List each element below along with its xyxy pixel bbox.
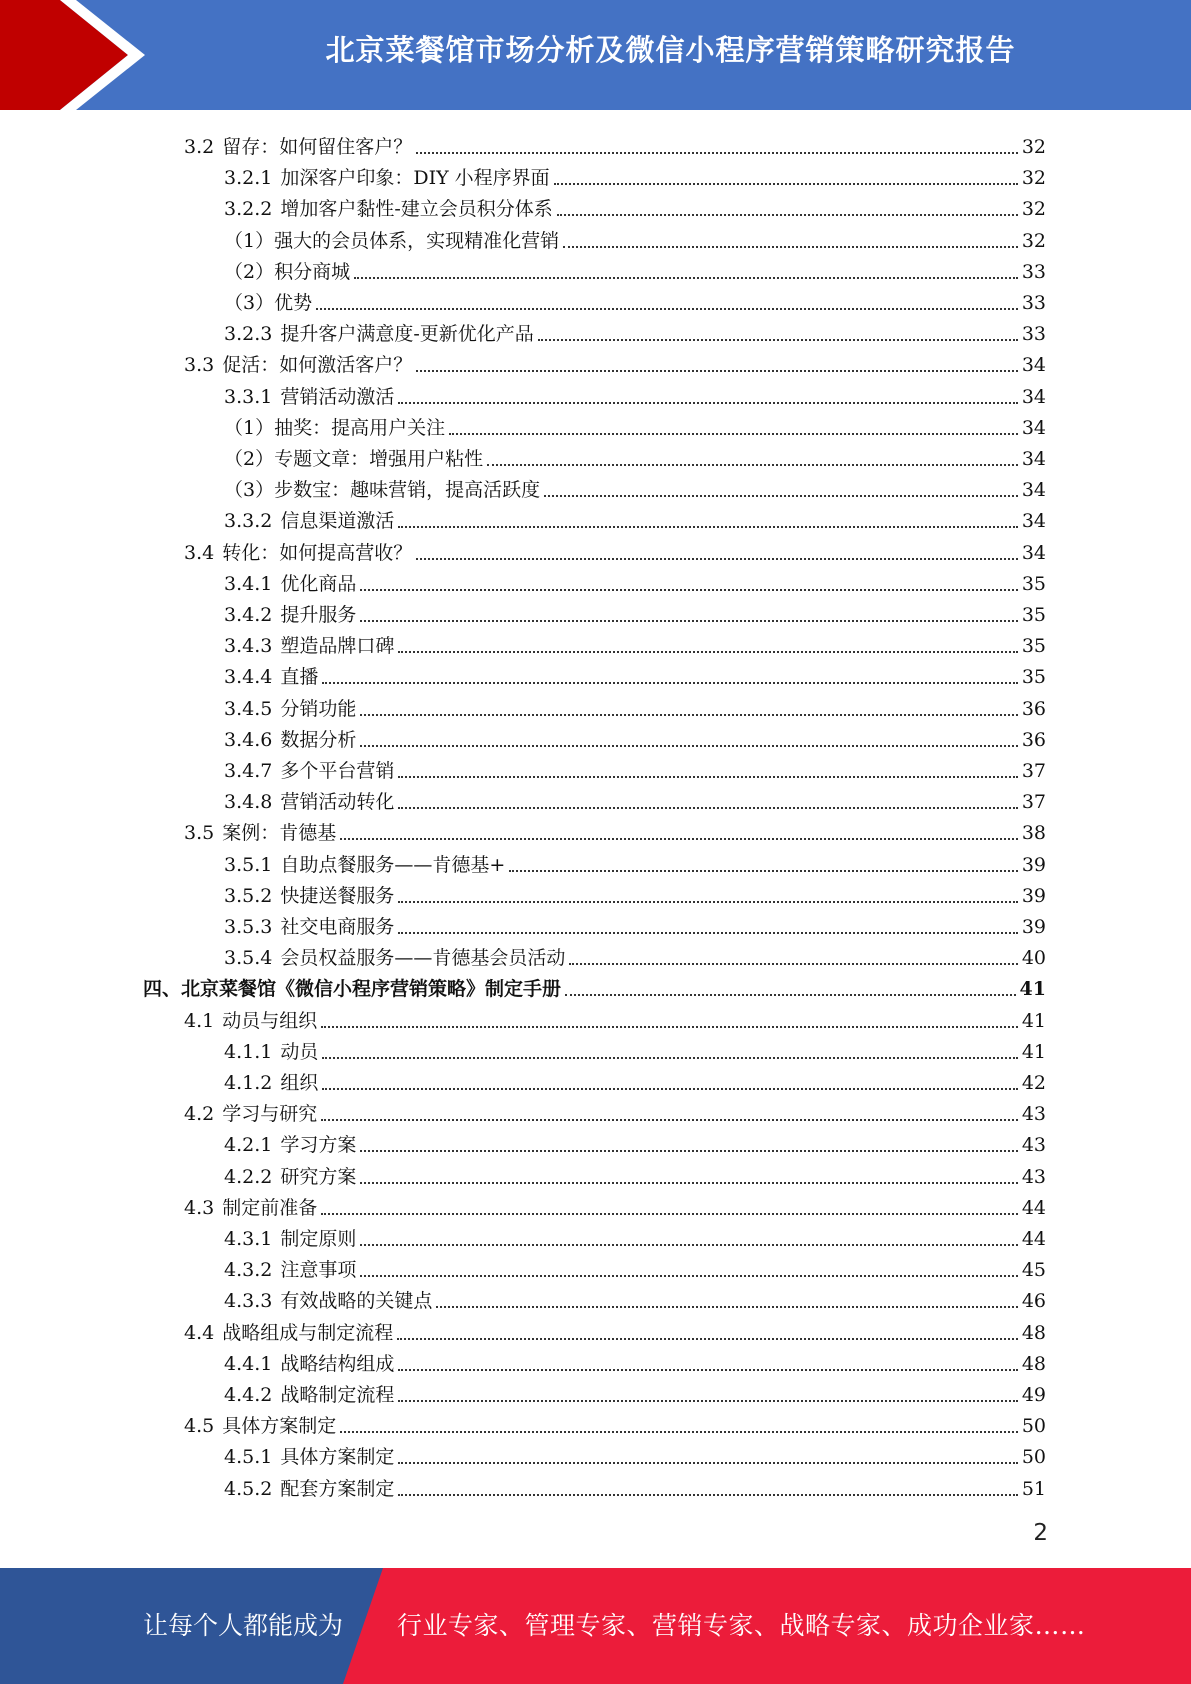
toc-entry-number: （2） [224,260,275,283]
toc-leader-dots [416,557,1018,560]
footer-banner [0,1568,1191,1684]
report-title: 北京菜餐馆市场分析及微信小程序营销策略研究报告 [325,33,1016,67]
toc-leader-dots [554,182,1018,185]
toc-leader-dots [557,213,1018,216]
toc-entry-title: 社交电商服务 [280,916,395,938]
toc-entry-page: 35 [1021,666,1046,689]
toc-entry-page: 34 [1021,541,1046,564]
toc-entry-page: 43 [1021,1134,1046,1157]
toc-entry[interactable] [224,253,1046,284]
toc-leader-dots [322,1056,1017,1059]
toc-leader-dots [398,775,1017,778]
toc-entry-label [224,1258,356,1282]
toc-entry-title: 学习与研究 [222,1103,318,1126]
toc-entry-title: 优化商品 [280,572,357,595]
toc-entry-page: 32 [1021,136,1046,158]
toc-entry[interactable] [224,440,1046,471]
toc-entry-title: 分销功能 [280,697,357,720]
toc-entry-title: 战略制定流程 [280,1384,395,1406]
toc-entry[interactable] [224,222,1046,253]
toc-leader-dots [360,619,1017,622]
toc-leader-dots [398,1368,1017,1371]
toc-entry-title: 制定原则 [280,1228,357,1250]
toc-leader-dots [398,525,1017,528]
toc-leader-dots [321,1118,1018,1121]
toc-entry-page: 48 [1021,1352,1046,1375]
toc-entry-page: 34 [1021,510,1046,533]
toc-entry-title: 配套方案制定 [280,1477,395,1500]
toc-entry-label [224,946,565,970]
toc-entry[interactable] [224,1282,1046,1313]
toc-entry-page: 36 [1021,697,1046,720]
toc-entry-number: （2） [224,448,275,470]
toc-entry[interactable] [224,1064,1046,1095]
toc-entry-title: 研究方案 [280,1165,357,1188]
toc-entry-title: 组织 [280,1072,319,1094]
toc-entry-label [224,291,312,315]
toc-entry-label [224,1477,394,1501]
toc-entry-page: 37 [1021,791,1046,814]
toc-entry-page: 36 [1021,728,1046,751]
toc-entry-title: 增加客户黏性-建立会员积分体系 [280,198,553,221]
toc-entry-label [224,322,534,346]
toc-leader-dots [360,1181,1017,1184]
toc-leader-dots [398,806,1017,809]
toc-entry-page: 33 [1021,292,1046,314]
toc-entry-title: 制定前准备 [222,1196,318,1219]
toc-entry[interactable] [224,284,1046,315]
toc-entry-page: 35 [1021,572,1046,595]
toc-entry-number: 3.3.1 [224,385,273,408]
toc-entry-label [224,1133,356,1157]
toc-leader-dots [398,650,1017,653]
toc-entry[interactable] [224,502,1046,533]
toc-entry-label [224,1071,318,1095]
toc-leader-dots [360,1274,1017,1277]
toc-entry[interactable] [143,970,1046,1001]
toc-entry-page: 43 [1021,1165,1046,1188]
toc-entry-title: 转化：如何提高营收？ [222,541,413,564]
toc-entry[interactable] [224,471,1046,502]
toc-entry[interactable] [224,1220,1046,1251]
toc-entry-label [224,915,394,939]
toc-entry-number: 3.4.3 [224,635,273,658]
toc-entry[interactable] [224,1033,1046,1064]
toc-entry-number: 4.1.2 [224,1072,273,1094]
toc-entry-title: 具体方案制定 [222,1415,337,1438]
toc-entry[interactable] [184,1314,1046,1345]
toc-entry-page: 39 [1021,916,1046,938]
toc-entry-number: （3） [224,479,275,502]
toc-leader-dots [360,1243,1017,1246]
toc-entry[interactable] [224,378,1046,409]
toc-entry[interactable] [184,346,1046,377]
toc-entry[interactable] [224,877,1046,908]
toc-entry-number: 4.5 [184,1415,215,1438]
toc-entry-label [224,1445,394,1469]
toc-entry[interactable] [184,1407,1046,1438]
toc-entry-number: 4.2.2 [224,1165,273,1188]
toc-entry-number: （3） [224,292,275,314]
toc-entry[interactable] [224,1126,1046,1157]
toc-entry-label [224,478,540,502]
toc-entry-title: 塑造品牌口碑 [280,635,395,658]
toc-entry-number: 4.4 [184,1321,215,1344]
toc-entry-label [224,416,445,440]
toc-entry-title: 信息渠道激活 [280,510,395,533]
toc-leader-dots [398,900,1017,903]
toc-leader-dots [322,681,1017,684]
toc-entry-page: 41 [1021,1040,1046,1063]
toc-entry[interactable] [224,721,1046,752]
toc-entry[interactable] [224,1376,1046,1407]
toc-leader-dots [316,307,1018,310]
toc-leader-dots [340,837,1018,840]
toc-entry-title: 步数宝：趣味营销，提高活跃度 [274,479,541,502]
toc-entry-title: 学习方案 [280,1134,357,1157]
toc-entry-page: 40 [1021,947,1046,970]
toc-entry-title: 动员 [280,1040,319,1063]
toc-entry-label [184,1009,317,1033]
toc-entry-label [224,166,550,190]
toc-entry-page: 32 [1021,198,1046,221]
footer-slogan-left: 让每个人都能成为 [143,1611,344,1640]
toc-entry[interactable] [184,1095,1046,1126]
toc-entry[interactable] [224,409,1046,440]
toc-entry-label [224,447,483,471]
toc-entry-page: 34 [1021,479,1046,502]
toc-leader-dots [340,1430,1018,1433]
toc-entry-number: 4.1.1 [224,1040,273,1063]
toc-entry[interactable] [224,690,1046,721]
toc-entry-label [224,884,394,908]
toc-entry-label [224,728,356,752]
toc-entry[interactable] [184,1002,1046,1033]
toc-entry-label [184,821,336,845]
toc-leader-dots [398,1461,1017,1464]
toc-entry[interactable] [224,658,1046,689]
toc-entry-title: 强大的会员体系，实现精准化营销 [274,229,560,252]
toc-entry-number: （1） [224,229,275,252]
toc-entry-number: 4.5.2 [224,1477,273,1500]
toc-leader-dots [398,1493,1017,1496]
toc-entry-number: 3.5.1 [224,853,273,876]
toc-entry-number: 3.4 [184,541,215,564]
toc-entry-label [224,385,394,409]
toc-entry-title: 积分商城 [274,260,351,283]
toc-entry[interactable] [224,565,1046,596]
toc-leader-dots [360,1149,1017,1152]
toc-entry-title: 动员与组织 [222,1009,318,1032]
toc-entry-number: 3.5.4 [224,947,273,970]
toc-entry-title: 数据分析 [280,728,357,751]
toc-entry[interactable] [184,128,1046,159]
toc-entry-number: 4.3 [184,1196,215,1219]
toc-entry-label [224,1289,432,1313]
toc-entry[interactable] [224,752,1046,783]
toc-entry-number: 3.2 [184,136,215,158]
toc-entry-page: 37 [1021,760,1046,782]
toc-entry-label [184,1321,393,1345]
toc-entry-number: 3.5.2 [224,884,273,907]
toc-entry-page: 34 [1021,385,1046,408]
toc-entry-page: 35 [1021,635,1046,658]
toc-entry[interactable] [224,783,1046,814]
toc-entry-title: 会员权益服务——肯德基会员活动 [280,947,566,970]
toc-entry-number: 3.4.2 [224,604,273,626]
toc-leader-dots [563,245,1018,248]
toc-entry-title: 促活：如何激活客户？ [222,354,413,377]
toc-entry-number: 4.3.3 [224,1290,273,1313]
toc-entry[interactable] [224,1345,1046,1376]
toc-entry-page: 48 [1021,1321,1046,1344]
toc-leader-dots [436,1305,1017,1308]
toc-entry-title: 有效战略的关键点 [280,1290,433,1313]
toc-entry-number: 3.4.7 [224,760,273,782]
toc-entry-number: 4.4.1 [224,1352,273,1375]
toc-entry-title: 注意事项 [280,1259,357,1282]
toc-entry-page: 33 [1021,323,1046,346]
toc-leader-dots [398,931,1017,934]
toc-entry-page: 33 [1021,260,1046,283]
page-number: 2 [1033,1520,1048,1546]
toc-leader-dots [569,962,1017,965]
toc-entry-label [224,759,394,783]
header-banner [0,0,1191,110]
toc-entry-number: （1） [224,416,275,439]
footer-slogan-right: 行业专家、管理专家、营销专家、战略专家、成功企业家…… [397,1611,1086,1640]
toc-leader-dots [360,713,1017,716]
toc-entry-page: 45 [1021,1259,1046,1282]
toc-entry-title: 留存：如何留住客户？ [222,136,413,158]
toc-leader-dots [398,401,1017,404]
toc-entry-number: 4.3.1 [224,1228,273,1250]
toc-entry[interactable] [224,315,1046,346]
toc-entry-label [184,541,412,565]
toc-leader-dots [360,588,1017,591]
toc-entry-page: 34 [1021,448,1046,470]
toc-entry-page: 34 [1021,354,1046,377]
toc-entry-label [224,634,394,658]
toc-entry-label [184,1414,336,1438]
toc-entry-number: 3.2.2 [224,198,273,221]
toc-leader-dots [416,151,1018,154]
toc-entry-page: 39 [1021,884,1046,907]
toc-entry-page: 42 [1021,1072,1046,1094]
toc-entry-page: 35 [1021,604,1046,626]
toc-leader-dots [449,432,1018,435]
toc-entry[interactable] [224,1470,1046,1501]
toc-entry-label [224,572,356,596]
toc-entry-number: 4.1 [184,1009,215,1032]
toc-entry-page: 32 [1021,229,1046,252]
toc-entry[interactable] [184,814,1046,845]
toc-entry-title: 案例：肯德基 [222,822,337,845]
toc-entry-page: 43 [1021,1103,1046,1126]
toc-leader-dots [321,1025,1018,1028]
toc-entry-title: 营销活动激活 [280,385,395,408]
toc-entry-label [184,353,412,377]
toc-entry[interactable] [224,627,1046,658]
toc-entry[interactable] [224,846,1046,877]
toc-entry-title: 提升服务 [280,604,357,626]
toc-entry-number: 4.5.1 [224,1446,273,1469]
toc-leader-dots [416,369,1018,372]
toc-entry-page: 49 [1021,1384,1046,1406]
toc-entry-label [184,1102,317,1126]
toc-leader-dots [509,869,1018,872]
toc-entry-number: 3.5.3 [224,916,273,938]
toc-entry-title: 多个平台营销 [280,760,395,782]
header-arrow-decoration [0,0,145,110]
toc-entry-number: 3.4.6 [224,728,273,751]
toc-entry-label [224,1165,356,1189]
toc-leader-dots [487,463,1018,466]
toc-entry-title: 加深客户印象：DIY 小程序界面 [280,167,550,190]
toc-entry-label [224,603,356,627]
toc-entry-title: 战略组成与制定流程 [222,1321,394,1344]
toc-entry-label [224,665,318,689]
toc-entry-page: 50 [1021,1446,1046,1469]
toc-entry-label [224,790,394,814]
toc-entry-number: 4.3.2 [224,1259,273,1282]
toc-leader-dots [354,276,1018,279]
toc-leader-dots [544,494,1018,497]
toc-entry-number: 3.4.8 [224,791,273,814]
toc-entry-page: 41 [1019,978,1046,1001]
toc-entry-page: 41 [1021,1009,1046,1032]
toc-entry-title: 直播 [280,666,319,689]
toc-leader-dots [538,338,1018,341]
toc-entry-label [224,853,505,877]
toc-entry-number: 3.3.2 [224,510,273,533]
toc-entry-label [224,1352,394,1376]
toc-leader-dots [397,1337,1018,1340]
toc-entry-number: 四、 [143,978,182,1001]
toc-entry-number: 3.4.4 [224,666,273,689]
toc-entry-number: 3.4.1 [224,572,273,595]
toc-entry[interactable] [224,1158,1046,1189]
toc-entry-number: 3.5 [184,822,215,845]
toc-entry[interactable] [224,1251,1046,1282]
toc-entry-page: 44 [1021,1196,1046,1219]
toc-entry-page: 34 [1021,416,1046,439]
toc-entry-title: 快捷送餐服务 [280,884,395,907]
toc-entry-title: 专题文章：增强用户粘性 [274,448,484,470]
toc-entry-title: 具体方案制定 [280,1446,395,1469]
toc-entry-number: 3.2.1 [224,167,273,190]
toc-leader-dots [360,744,1017,747]
toc-entry-label [184,1196,317,1220]
toc-entry-number: 3.2.3 [224,323,273,346]
toc-entry-label [224,260,350,284]
toc-entry-number: 4.4.2 [224,1384,273,1406]
toc-entry-number: 3.3 [184,354,215,377]
toc-entry-page: 46 [1021,1290,1046,1313]
toc-entry-title: 营销活动转化 [280,791,395,814]
toc-entry-title: 自助点餐服务——肯德基+ [280,853,506,876]
toc-entry-label [224,697,356,721]
toc-entry[interactable] [224,939,1046,970]
toc-entry[interactable] [224,596,1046,627]
toc-entry-page: 38 [1021,822,1046,845]
toc-leader-dots [565,993,1016,996]
toc-leader-dots [398,1399,1017,1402]
toc-entry-title: 优势 [274,292,313,314]
toc-leader-dots [321,1212,1018,1215]
toc-entry-label [224,1040,318,1064]
toc-entry-title: 抽奖：提高用户关注 [274,416,446,439]
toc-entry[interactable] [184,534,1046,565]
toc-entry[interactable] [224,159,1046,190]
toc-entry-page: 39 [1021,853,1046,876]
toc-entry-label [143,977,561,1001]
toc-entry-title: 北京菜餐馆《微信小程序营销策略》制定手册 [181,978,562,1001]
toc-entry-page: 44 [1021,1228,1046,1250]
toc-entry-number: 3.4.5 [224,697,273,720]
toc-entry-page: 32 [1021,167,1046,190]
toc-entry-page: 50 [1021,1415,1046,1438]
toc-leader-dots [322,1087,1017,1090]
toc-entry-page: 51 [1021,1477,1046,1500]
toc-entry-label [184,135,412,159]
toc-entry-title: 战略结构组成 [280,1352,395,1375]
toc-entry-number: 4.2 [184,1103,215,1126]
toc-entry[interactable] [224,190,1046,221]
toc-entry-title: 提升客户满意度-更新优化产品 [280,323,534,346]
toc-entry-number: 4.2.1 [224,1134,273,1157]
toc-entry-label [224,1383,394,1407]
toc-entry[interactable] [224,1438,1046,1469]
toc-entry-label [224,1227,356,1251]
toc-entry-label [224,229,559,253]
toc-entry[interactable] [224,908,1046,939]
toc-entry-label [224,197,553,221]
toc-entry[interactable] [184,1189,1046,1220]
toc-entry-label [224,509,394,533]
